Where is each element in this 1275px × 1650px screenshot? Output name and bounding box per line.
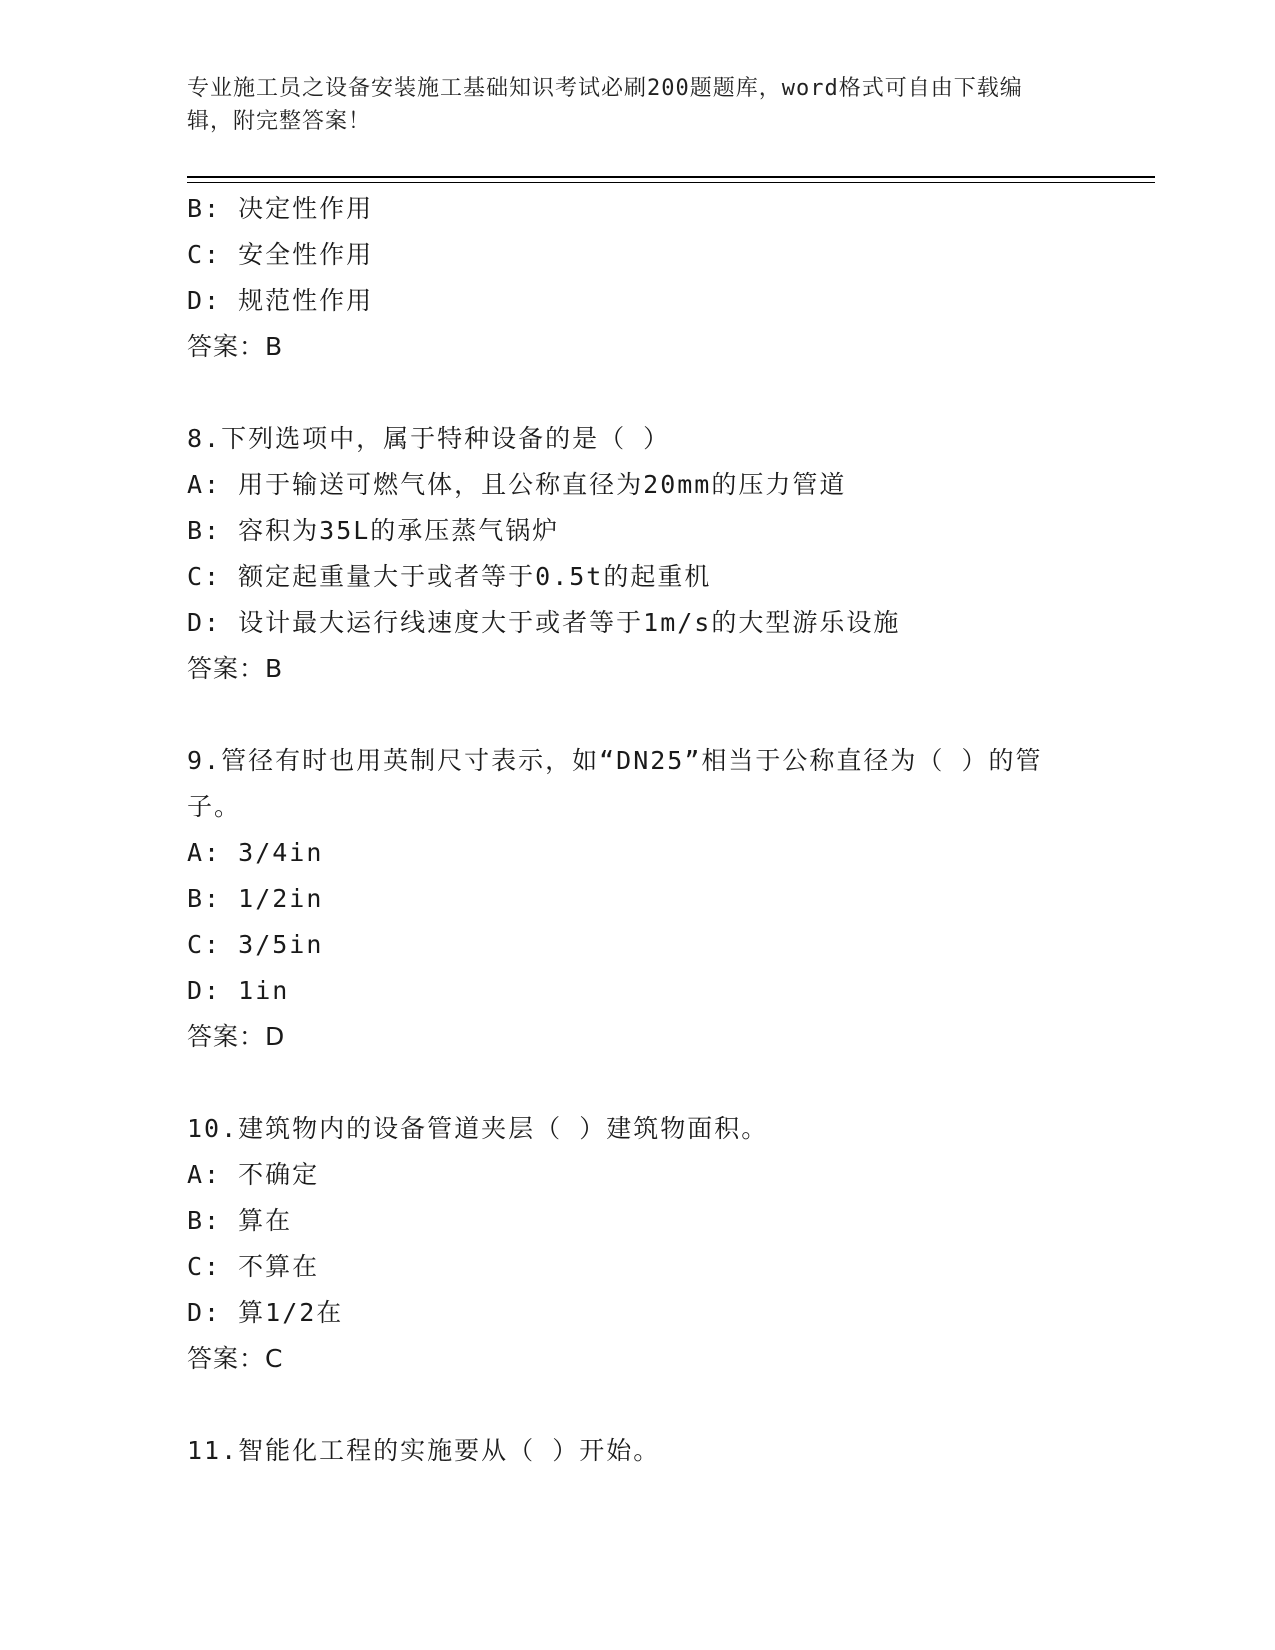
option-b: B: 1/2in	[187, 884, 324, 913]
spacer	[187, 692, 1155, 738]
question-8	[187, 416, 1155, 692]
question-stem: 8.下列选项中，属于特种设备的是（ ）	[187, 424, 671, 453]
question-10	[187, 1106, 1155, 1382]
answer-line: 答案：D	[187, 1022, 286, 1051]
question-list	[187, 186, 1155, 1474]
option-a: A: 用于输送可燃气体，且公称直径为20mm的压力管道	[187, 470, 847, 499]
option-b: B: 算在	[187, 1206, 293, 1235]
option-c: C: 安全性作用	[187, 240, 374, 269]
answer-line: 答案：C	[187, 1344, 284, 1373]
option-c: C: 3/5in	[187, 930, 324, 959]
question-7-continued	[187, 186, 1155, 370]
option-b: B: 容积为35L的承压蒸气锅炉	[187, 516, 560, 545]
document-header: 专业施工员之设备安装施工基础知识考试必刷200题题库，word格式可自由下载编辑，附完整答案！	[187, 76, 1023, 134]
option-a: A: 不确定	[187, 1160, 320, 1189]
spacer	[187, 1060, 1155, 1106]
option-c: C: 不算在	[187, 1252, 320, 1281]
option-d: D: 规范性作用	[187, 286, 374, 315]
header-divider-thin	[187, 182, 1155, 183]
question-stem: 11.智能化工程的实施要从（ ）开始。	[187, 1436, 661, 1465]
option-d: D: 1in	[187, 976, 290, 1005]
question-9	[187, 738, 1155, 1060]
option-a: A: 3/4in	[187, 838, 324, 867]
question-11	[187, 1428, 1155, 1474]
option-c: C: 额定起重量大于或者等于0.5t的起重机	[187, 562, 712, 591]
option-b: B: 决定性作用	[187, 194, 374, 223]
header-divider-thick	[187, 176, 1155, 178]
spacer	[187, 370, 1155, 416]
question-stem: 9.管径有时也用英制尺寸表示，如“DN25”相当于公称直径为（ ）的管子。	[187, 746, 1043, 821]
question-stem: 10.建筑物内的设备管道夹层（ ）建筑物面积。	[187, 1114, 769, 1143]
spacer	[187, 1382, 1155, 1428]
answer-line: 答案：B	[187, 332, 284, 361]
option-d: D: 设计最大运行线速度大于或者等于1m/s的大型游乐设施	[187, 608, 901, 637]
option-d: D: 算1/2在	[187, 1298, 344, 1327]
answer-line: 答案：B	[187, 654, 284, 683]
